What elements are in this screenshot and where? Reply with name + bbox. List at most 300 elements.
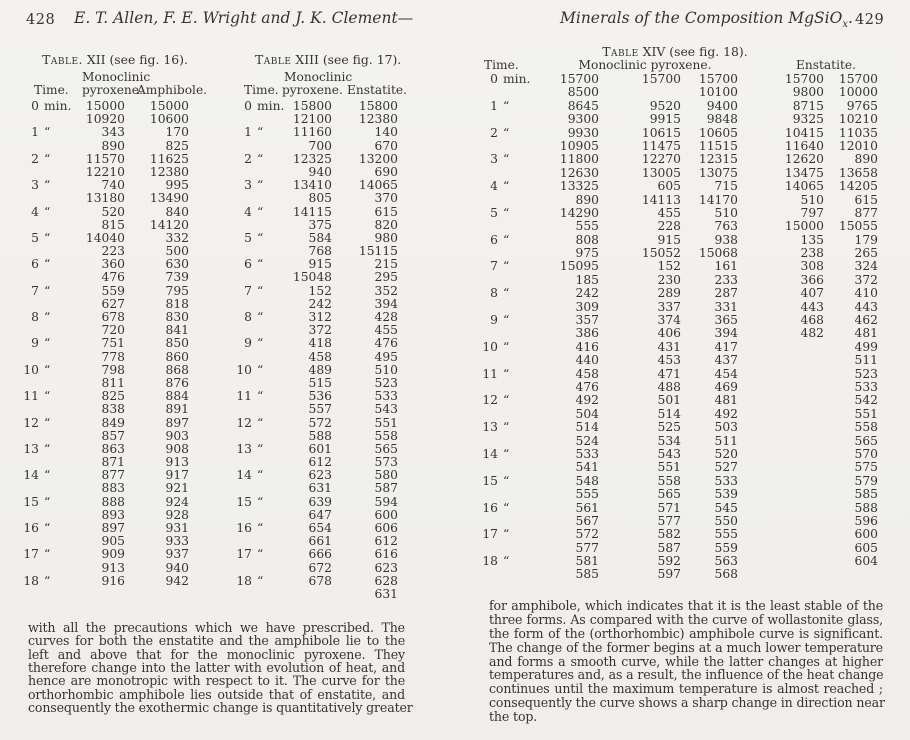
cell-enstatite-1 xyxy=(738,555,824,568)
cell-monoclinic-pyroxene: 515 xyxy=(308,375,332,390)
cell-amphibole: 860 xyxy=(165,349,189,364)
cell-monoclinic-pyroxene-3: 15068 xyxy=(698,246,738,261)
table-row xyxy=(482,448,878,461)
cell-monoclinic-pyroxene: 152 xyxy=(308,283,332,298)
cell-time-number xyxy=(482,542,498,555)
cell-amphibole: 170 xyxy=(165,125,189,140)
cell-time-number: 1 xyxy=(490,98,498,113)
paragraph-line: three forms. As compared with the curve of wollastonite glass, xyxy=(489,611,883,627)
cell-monoclinic-pyroxene-2: 551 xyxy=(657,460,681,475)
cell-monoclinic-pyroxene: 15000 xyxy=(85,99,125,113)
running-head-left: E. T. Allen, F. E. Wright and J. K. Clement— xyxy=(74,9,414,27)
cell-monoclinic-pyroxene-2: 337 xyxy=(657,299,681,314)
cell-monoclinic-pyroxene: 559 xyxy=(101,283,125,298)
table-row xyxy=(482,461,878,474)
cell-enstatite: 594 xyxy=(374,494,398,509)
table-xiii-header-enstatite: Enstatite. xyxy=(347,83,407,97)
cell-monoclinic-pyroxene-1: 492 xyxy=(575,393,599,408)
table-row xyxy=(482,488,878,501)
table-row xyxy=(482,555,878,568)
cell-enstatite-2: 14205 xyxy=(838,179,878,194)
cell-amphibole: 995 xyxy=(165,178,189,193)
cell-amphibole: 795 xyxy=(165,283,189,298)
paragraph-line: for amphibole, which indicates that it is the least stable of the xyxy=(489,598,883,613)
table-row xyxy=(482,381,878,394)
cell-time-unit xyxy=(252,588,283,601)
cell-monoclinic-pyroxene: 700 xyxy=(308,138,332,153)
cell-time-number: 14 xyxy=(482,446,498,461)
cell-time-number: 16 xyxy=(23,521,39,535)
cell-monoclinic-pyroxene-3: 233 xyxy=(714,272,738,287)
cell-time-unit: “ xyxy=(257,336,264,351)
table-xiii-caption-rest: XIII (see fig. 17). xyxy=(291,52,402,67)
cell-time-unit: “ xyxy=(257,230,264,245)
cell-amphibole: 332 xyxy=(165,230,189,245)
cell-monoclinic-pyroxene-1: 548 xyxy=(575,473,599,488)
cell-monoclinic-pyroxene: 14040 xyxy=(85,230,125,245)
paragraph-line: consequently the curve shows a sharp change in direction near xyxy=(489,695,885,711)
cell-time-number xyxy=(482,568,498,581)
cell-time-unit: “ xyxy=(257,151,264,166)
cell-amphibole: 12380 xyxy=(149,164,189,179)
table-xiv-caption-word: Table xyxy=(602,44,639,59)
cell-time-unit: “ xyxy=(503,286,510,301)
running-head-right-period: . xyxy=(847,9,853,27)
cell-time-number xyxy=(482,86,498,99)
table-row xyxy=(482,140,878,153)
cell-time-unit xyxy=(498,488,527,501)
cell-monoclinic-pyroxene: 627 xyxy=(101,296,125,311)
cell-monoclinic-pyroxene-1: 185 xyxy=(575,272,599,287)
cell-monoclinic-pyroxene-1: 524 xyxy=(575,433,599,448)
cell-time-number xyxy=(23,192,39,205)
cell-monoclinic-pyroxene: 909 xyxy=(101,547,125,562)
cell-monoclinic-pyroxene-2: 558 xyxy=(657,473,681,488)
cell-enstatite-2: 499 xyxy=(854,339,878,354)
cell-enstatite-1 xyxy=(738,568,824,581)
cell-time-unit xyxy=(39,140,72,153)
cell-monoclinic-pyroxene: 360 xyxy=(101,257,125,272)
cell-enstatite: 394 xyxy=(374,296,398,311)
cell-monoclinic-pyroxene-3: 527 xyxy=(714,460,738,475)
cell-enstatite-1: 366 xyxy=(800,272,824,287)
cell-enstatite-1: 510 xyxy=(800,192,824,207)
cell-monoclinic-pyroxene-3: 9400 xyxy=(706,98,738,113)
cell-time-unit: “ xyxy=(257,125,264,140)
cell-time-number: 3 xyxy=(244,178,252,193)
cell-enstatite-1: 10415 xyxy=(784,125,824,140)
paragraph-line: consequently the exothermic change is quantitatively greater xyxy=(28,700,413,716)
cell-time-unit xyxy=(498,301,527,314)
table-row xyxy=(482,287,878,300)
cell-monoclinic-pyroxene-1: 561 xyxy=(575,500,599,515)
cell-monoclinic-pyroxene-1: 890 xyxy=(575,192,599,207)
paragraph-line: the form of the (orthorhombic) amphibole curve is significant. xyxy=(489,625,883,641)
cell-time-unit: “ xyxy=(257,389,264,404)
cell-enstatite-2: 179 xyxy=(854,232,878,247)
table-row xyxy=(482,368,878,381)
paragraph-line: left and above that for the monoclinic pyroxene. They xyxy=(28,646,405,662)
cell-time-number xyxy=(236,482,252,495)
cell-monoclinic-pyroxene: 778 xyxy=(101,349,125,364)
cell-time-number: 8 xyxy=(490,286,498,301)
cell-time-number: 10 xyxy=(236,362,252,377)
table-row xyxy=(236,417,398,430)
table-row xyxy=(482,435,878,448)
cell-monoclinic-pyroxene: 940 xyxy=(308,164,332,179)
cell-time-number: 14 xyxy=(236,468,252,483)
cell-monoclinic-pyroxene: 877 xyxy=(101,468,125,483)
cell-monoclinic-pyroxene: 418 xyxy=(308,336,332,351)
cell-enstatite-2: 604 xyxy=(854,554,878,569)
cell-monoclinic-pyroxene-3: 14170 xyxy=(698,192,738,207)
cell-time-number: 13 xyxy=(23,441,39,456)
table-row xyxy=(482,153,878,166)
cell-time-unit: “ xyxy=(257,468,264,483)
cell-monoclinic-pyroxene-1: 476 xyxy=(575,379,599,394)
cell-monoclinic-pyroxene: 612 xyxy=(308,455,332,470)
cell-time-unit: “ xyxy=(503,500,510,515)
cell-monoclinic-pyroxene: 12100 xyxy=(292,112,332,127)
cell-time-number xyxy=(482,220,498,233)
cell-time-unit xyxy=(498,354,527,367)
table-row xyxy=(236,430,398,443)
cell-time-number xyxy=(236,219,252,232)
table-row xyxy=(23,140,189,153)
cell-time-number: 8 xyxy=(31,310,39,324)
cell-time-number xyxy=(482,515,498,528)
cell-time-number xyxy=(482,381,498,394)
cell-time-unit: “ xyxy=(503,232,510,247)
table-row xyxy=(23,337,189,350)
cell-monoclinic-pyroxene-2: 453 xyxy=(657,353,681,368)
paragraph-line: temperatures and, as a result, the influence of the heat change xyxy=(489,667,884,683)
cell-enstatite-2: 570 xyxy=(854,446,878,461)
cell-enstatite-1 xyxy=(738,341,824,354)
cell-time-unit: “ xyxy=(257,362,264,377)
cell-monoclinic-pyroxene-2: 582 xyxy=(657,527,681,542)
cell-time-number: 9 xyxy=(490,313,498,328)
cell-time-number: 18 xyxy=(482,554,498,569)
cell-time-number xyxy=(482,354,498,367)
cell-monoclinic-pyroxene-3: 12315 xyxy=(698,152,738,167)
cell-monoclinic-pyroxene-3: 715 xyxy=(714,179,738,194)
paragraph-line: The change of the former begins at a much lower temperature xyxy=(489,639,883,655)
cell-amphibole: 13490 xyxy=(149,191,189,206)
cell-enstatite-2: 877 xyxy=(854,205,878,220)
cell-amphibole: 876 xyxy=(165,375,189,390)
cell-monoclinic-pyroxene-2: 605 xyxy=(657,179,681,194)
cell-time-number: 11 xyxy=(236,389,252,404)
table-row xyxy=(482,341,878,354)
cell-monoclinic-pyroxene: 915 xyxy=(308,257,332,272)
cell-monoclinic-pyroxene-3: 492 xyxy=(714,406,738,421)
cell-time-unit: “ xyxy=(503,527,510,542)
cell-time-number: 17 xyxy=(236,547,252,562)
cell-monoclinic-pyroxene-3: 10605 xyxy=(698,125,738,140)
cell-time-unit xyxy=(252,140,283,153)
table-row xyxy=(236,337,398,350)
table-xii-caption-rest: XII (see fig. 16). xyxy=(82,52,188,67)
cell-monoclinic-pyroxene-2: 455 xyxy=(657,205,681,220)
cell-time-number xyxy=(23,482,39,495)
cell-time-unit: min. xyxy=(44,99,72,113)
cell-monoclinic-pyroxene: 15800 xyxy=(292,99,332,113)
cell-monoclinic-pyroxene-3: 533 xyxy=(714,473,738,488)
cell-time-unit xyxy=(498,542,527,555)
cell-enstatite: 631 xyxy=(374,586,398,601)
cell-time-unit: “ xyxy=(257,178,264,193)
cell-enstatite-2: 615 xyxy=(854,192,878,207)
cell-monoclinic-pyroxene: 893 xyxy=(101,507,125,522)
table-xii-caption xyxy=(40,52,190,67)
table-xii-caption-word: Table. xyxy=(42,52,83,67)
cell-time-number xyxy=(236,430,252,443)
paragraph-line: with all the precautions which we have prescribed. The xyxy=(28,620,405,635)
table-row xyxy=(236,126,398,139)
cell-amphibole: 913 xyxy=(165,455,189,470)
table-row xyxy=(23,496,189,509)
cell-enstatite-1 xyxy=(738,421,824,434)
cell-time-unit: “ xyxy=(44,468,51,483)
table-row xyxy=(482,475,878,488)
cell-amphibole: 840 xyxy=(165,204,189,219)
cell-enstatite: 295 xyxy=(374,270,398,285)
cell-monoclinic-pyroxene: 10920 xyxy=(85,112,125,127)
cell-monoclinic-pyroxene-1: 357 xyxy=(575,313,599,328)
cell-enstatite: 616 xyxy=(374,547,398,562)
cell-time-number: 6 xyxy=(490,232,498,247)
cell-amphibole: 830 xyxy=(165,310,189,324)
cell-enstatite-2: 481 xyxy=(854,326,878,341)
cell-amphibole: 841 xyxy=(165,323,189,338)
cell-amphibole: 924 xyxy=(165,494,189,509)
cell-monoclinic-pyroxene-1: 555 xyxy=(575,219,599,234)
cell-enstatite: 510 xyxy=(374,362,398,377)
table-row xyxy=(482,234,878,247)
cell-time-unit: “ xyxy=(257,283,264,298)
cell-monoclinic-pyroxene-2: 915 xyxy=(657,232,681,247)
cell-time-number: 4 xyxy=(490,179,498,194)
cell-time-number: 9 xyxy=(244,336,252,351)
cell-monoclinic-pyroxene-3: 13075 xyxy=(698,165,738,180)
cell-enstatite-2: 579 xyxy=(854,473,878,488)
paragraph-line: hence are monotropic with respect to it. The curve for the xyxy=(28,673,405,689)
cell-time-number xyxy=(23,430,39,443)
table-xiii-rows xyxy=(236,100,398,601)
cell-enstatite: 495 xyxy=(374,349,398,364)
cell-enstatite: 615 xyxy=(374,204,398,219)
cell-time-unit: “ xyxy=(44,257,51,272)
table-row xyxy=(236,140,398,153)
cell-enstatite-1: 797 xyxy=(800,205,824,220)
cell-time-number: 6 xyxy=(31,257,39,272)
table-row xyxy=(482,301,878,314)
cell-monoclinic-pyroxene-1: 581 xyxy=(575,554,599,569)
table-row xyxy=(236,403,398,416)
cell-time-number: 3 xyxy=(31,178,39,193)
cell-time-number: 12 xyxy=(482,393,498,408)
cell-monoclinic-pyroxene-2: 587 xyxy=(657,540,681,555)
cell-monoclinic-pyroxene-3: 11515 xyxy=(698,138,738,153)
cell-amphibole: 825 xyxy=(165,138,189,153)
cell-monoclinic-pyroxene: 888 xyxy=(101,494,125,509)
table-row xyxy=(23,126,189,139)
cell-enstatite: 628 xyxy=(374,573,398,588)
cell-enstatite: 455 xyxy=(374,323,398,338)
cell-monoclinic-pyroxene: 857 xyxy=(101,428,125,443)
cell-time-unit: “ xyxy=(503,393,510,408)
cell-enstatite-2: 605 xyxy=(854,540,878,555)
table-row xyxy=(482,421,878,434)
cell-amphibole: 937 xyxy=(165,547,189,562)
table-row xyxy=(482,408,878,421)
cell-monoclinic-pyroxene-1: 440 xyxy=(575,353,599,368)
cell-monoclinic-pyroxene-2: 597 xyxy=(657,567,681,582)
cell-monoclinic-pyroxene-1: 585 xyxy=(575,567,599,582)
cell-monoclinic-pyroxene: 916 xyxy=(101,573,125,588)
cell-time-unit xyxy=(252,403,283,416)
cell-enstatite: 612 xyxy=(374,534,398,549)
cell-time-unit xyxy=(39,219,72,232)
cell-monoclinic-pyroxene-2: 289 xyxy=(657,286,681,301)
cell-time-number xyxy=(482,327,498,340)
cell-enstatite: 820 xyxy=(374,217,398,232)
cell-time-number xyxy=(482,247,498,260)
cell-monoclinic-pyroxene: 647 xyxy=(308,507,332,522)
cell-monoclinic-pyroxene: 815 xyxy=(101,217,125,232)
cell-time-unit xyxy=(39,271,72,284)
cell-monoclinic-pyroxene: 557 xyxy=(308,402,332,417)
cell-time-number: 15 xyxy=(236,494,252,509)
cell-enstatite-1: 238 xyxy=(800,246,824,261)
cell-enstatite-2: 565 xyxy=(854,433,878,448)
cell-amphibole: 897 xyxy=(165,415,189,430)
table-row xyxy=(23,271,189,284)
cell-time-number: 15 xyxy=(23,494,39,509)
cell-time-unit: “ xyxy=(44,204,51,219)
table-xii-header-monoclinic: Monoclinic xyxy=(82,70,151,84)
cell-monoclinic-pyroxene: 871 xyxy=(101,455,125,470)
cell-enstatite-1 xyxy=(738,435,824,448)
cell-monoclinic-pyroxene-3: 550 xyxy=(714,513,738,528)
cell-amphibole: 15000 xyxy=(149,99,189,113)
cell-time-unit: “ xyxy=(503,205,510,220)
cell-monoclinic-pyroxene-3: 417 xyxy=(714,339,738,354)
cell-amphibole: 940 xyxy=(165,560,189,575)
cell-enstatite: 573 xyxy=(374,455,398,470)
cell-time-unit xyxy=(252,351,283,364)
cell-monoclinic-pyroxene-3: 520 xyxy=(714,446,738,461)
cell-time-unit xyxy=(498,568,527,581)
table-row xyxy=(482,314,878,327)
table-xiii-header-pyroxene: pyroxene. xyxy=(282,83,343,97)
cell-monoclinic-pyroxene-2: 565 xyxy=(657,487,681,502)
cell-enstatite-1: 482 xyxy=(800,326,824,341)
cell-time-unit: “ xyxy=(44,389,51,404)
table-xiv-caption xyxy=(565,44,785,59)
cell-time-unit xyxy=(498,194,527,207)
cell-monoclinic-pyroxene-3: 365 xyxy=(714,313,738,328)
cell-monoclinic-pyroxene-2: 11475 xyxy=(641,138,681,153)
table-row xyxy=(23,430,189,443)
table-row xyxy=(482,274,878,287)
cell-enstatite-1: 14065 xyxy=(784,179,824,194)
cell-amphibole: 891 xyxy=(165,402,189,417)
cell-time-unit xyxy=(39,482,72,495)
cell-monoclinic-pyroxene: 15048 xyxy=(292,270,332,285)
cell-enstatite: 523 xyxy=(374,375,398,390)
table-row xyxy=(23,153,189,166)
cell-time-unit xyxy=(252,192,283,205)
cell-enstatite-1: 9325 xyxy=(792,112,824,127)
cell-monoclinic-pyroxene: 312 xyxy=(308,310,332,324)
table-row xyxy=(482,113,878,126)
cell-enstatite-2: 462 xyxy=(854,313,878,328)
cell-monoclinic-pyroxene-2: 152 xyxy=(657,259,681,274)
cell-time-unit xyxy=(498,140,527,153)
cell-monoclinic-pyroxene-1: 13325 xyxy=(559,179,599,194)
cell-monoclinic-pyroxene: 458 xyxy=(308,349,332,364)
cell-enstatite: 565 xyxy=(374,441,398,456)
cell-enstatite-1: 9800 xyxy=(792,85,824,100)
cell-enstatite: 12380 xyxy=(358,112,398,127)
cell-enstatite-2: 265 xyxy=(854,246,878,261)
table-row xyxy=(23,285,189,298)
cell-enstatite-1 xyxy=(738,488,824,501)
cell-time-unit: “ xyxy=(503,125,510,140)
table-row xyxy=(482,73,878,86)
cell-time-unit xyxy=(252,219,283,232)
cell-monoclinic-pyroxene-1: 11800 xyxy=(559,152,599,167)
cell-monoclinic-pyroxene: 639 xyxy=(308,494,332,509)
cell-enstatite-1: 135 xyxy=(800,232,824,247)
cell-monoclinic-pyroxene: 883 xyxy=(101,481,125,496)
cell-time-number: 1 xyxy=(244,125,252,140)
table-row xyxy=(482,127,878,140)
cell-monoclinic-pyroxene-1: 533 xyxy=(575,446,599,461)
cell-time-number: 7 xyxy=(244,283,252,298)
cell-time-unit xyxy=(39,192,72,205)
cell-time-number xyxy=(482,408,498,421)
table-xii-rows xyxy=(23,100,189,588)
cell-enstatite-2: 588 xyxy=(854,500,878,515)
cell-amphibole: 850 xyxy=(165,336,189,351)
cell-time-unit: “ xyxy=(503,152,510,167)
cell-time-unit xyxy=(498,220,527,233)
cell-enstatite-2: 585 xyxy=(854,487,878,502)
cell-monoclinic-pyroxene-1: 555 xyxy=(575,487,599,502)
cell-monoclinic-pyroxene: 476 xyxy=(101,270,125,285)
cell-enstatite-1 xyxy=(738,448,824,461)
cell-enstatite-1 xyxy=(738,515,824,528)
table-row xyxy=(236,588,398,601)
cell-time-number: 17 xyxy=(482,527,498,542)
cell-enstatite-2: 511 xyxy=(854,353,878,368)
cell-enstatite-2: 890 xyxy=(854,152,878,167)
cell-enstatite-2: 11035 xyxy=(838,125,878,140)
cell-monoclinic-pyroxene: 536 xyxy=(308,389,332,404)
cell-monoclinic-pyroxene-3: 10100 xyxy=(698,85,738,100)
cell-time-unit: “ xyxy=(257,257,264,272)
cell-monoclinic-pyroxene: 897 xyxy=(101,521,125,535)
table-row xyxy=(23,403,189,416)
cell-monoclinic-pyroxene-3: 511 xyxy=(714,433,738,448)
cell-monoclinic-pyroxene-3: 394 xyxy=(714,326,738,341)
cell-monoclinic-pyroxene: 678 xyxy=(308,573,332,588)
cell-monoclinic-pyroxene-3: 938 xyxy=(714,232,738,247)
cell-monoclinic-pyroxene-2: 374 xyxy=(657,313,681,328)
